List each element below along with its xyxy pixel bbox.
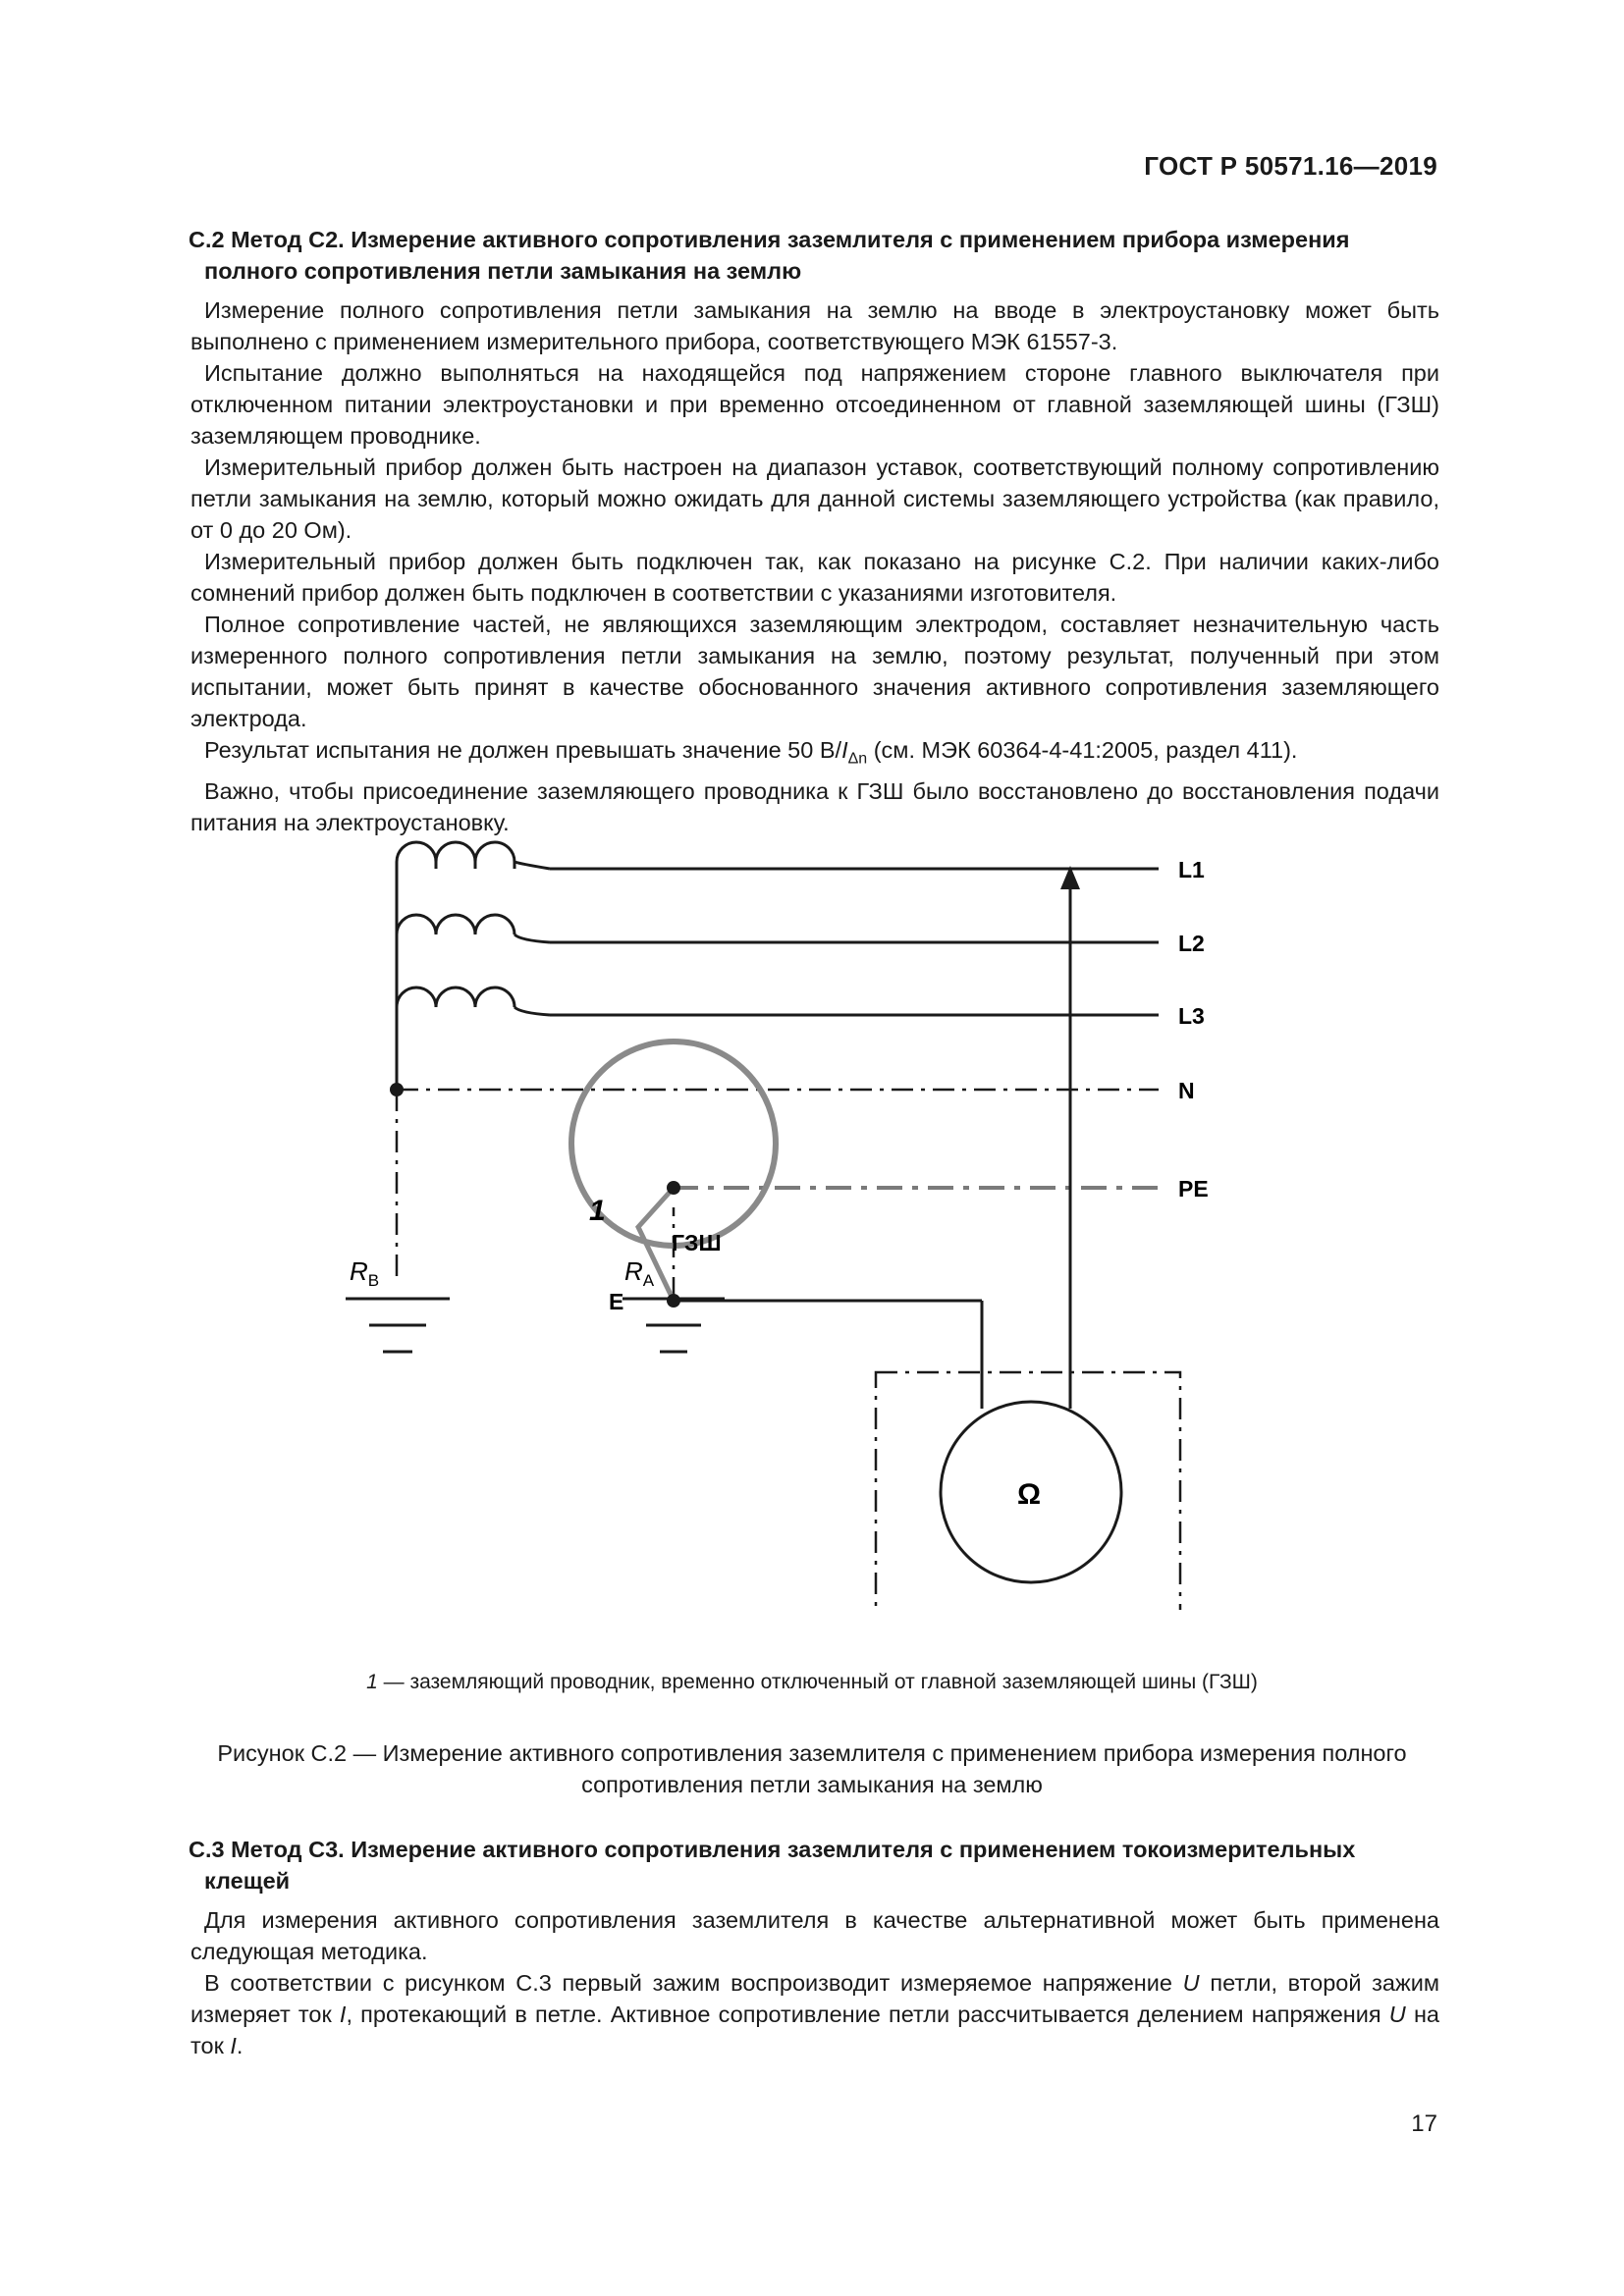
winding-l2 xyxy=(397,915,550,942)
figure-caption xyxy=(157,1737,1467,1800)
label-rb xyxy=(350,1256,379,1290)
label-gzsh: ГЗШ xyxy=(672,1230,722,1255)
text-run: (см. МЭК 60364-4-41:2005, раздел 411). xyxy=(867,737,1298,763)
winding-l3 xyxy=(397,988,550,1015)
label-rb-main: R xyxy=(350,1256,368,1286)
label-item-1: 1 xyxy=(589,1195,606,1227)
key-number: 1 xyxy=(366,1671,378,1693)
paragraph: Важно, чтобы присоединение заземляющего проводника к ГЗШ было восстановлено до восстановления подачи питания на электроустановку. xyxy=(190,777,1439,835)
figure-caption-line1: Рисунок С.2 — Измерение активного сопротивления заземлителя с применением прибора измерения полного xyxy=(217,1740,1407,1766)
section-c3-heading-line2: клещей xyxy=(204,1868,291,1894)
voltage-symbol: U xyxy=(1388,2002,1406,2027)
paragraph: Для измерения активного сопротивления заземлителя в качестве альтернативной может быть применена следующая методика. xyxy=(190,1907,1439,1964)
label-pe: PE xyxy=(1178,1176,1209,1201)
label-l3: L3 xyxy=(1178,1003,1205,1029)
paragraph: Испытание должно выполняться на находящейся под напряжением стороне главного выключателя при отключенном питании электроустановки и при временно отсоединенном от главной заземляющей шины (ГЗШ) заземляющем проводнике. xyxy=(190,360,1439,449)
label-l2: L2 xyxy=(1178,931,1205,956)
section-c2-heading-line1: С.2 Метод С2. Измерение активного сопротивления заземлителя с применением прибора измерения xyxy=(189,227,1350,252)
e-terminal-dot xyxy=(667,1294,680,1308)
paragraph-method xyxy=(190,1967,1439,2061)
current-symbol: I xyxy=(339,2002,347,2027)
voltage-symbol: U xyxy=(1182,1970,1200,1996)
current-symbol: I xyxy=(230,2033,237,2058)
text-run: , протекающий в петле. Активное сопротивление петли рассчитывается делением напряжения xyxy=(346,2002,1389,2027)
text-run: . xyxy=(236,2033,244,2058)
section-c3 xyxy=(177,1834,1439,2061)
section-c2-heading-line2: полного сопротивления петли замыкания на землю xyxy=(204,258,802,284)
text-run: В соответствии с рисунком С.3 первый зажим воспроизводит измеряемое напряжение xyxy=(204,1970,1183,1996)
label-n: N xyxy=(1178,1078,1195,1103)
current-subscript: Δn xyxy=(847,750,868,768)
label-l1: L1 xyxy=(1178,857,1205,882)
pe-terminal-dot xyxy=(667,1181,680,1195)
paragraph: Измерение полного сопротивления петли замыкания на землю на вводе в электроустановку может быть выполнено с применением измерительного прибора, соответствующего МЭК 61557-3. xyxy=(190,297,1439,354)
paragraph: Измерительный прибор должен быть подключен так, как показано на рисунке С.2. При наличии каких-либо сомнений прибор должен быть подключен в соответствии с указаниями изготовителя. xyxy=(190,549,1439,606)
label-omega: Ω xyxy=(1017,1478,1042,1511)
section-c2-heading xyxy=(177,224,1439,287)
text-run: петли, второй зажим измеряет ток xyxy=(190,1970,1439,2027)
section-c3-heading-line1: С.3 Метод С3. Измерение активного сопротивления заземлителя с применением токоизмерительных xyxy=(189,1837,1356,1862)
paragraph: Измерительный прибор должен быть настроен на диапазон уставок, соответствующий полному сопротивлению петли замыкания на землю, который можно ожидать для данной системы заземляющего устройства (как правило, от 0 до 20 Ом). xyxy=(190,454,1439,543)
label-e: E xyxy=(609,1289,624,1314)
section-c3-heading xyxy=(177,1834,1439,1896)
figure-caption-line2: сопротивления петли замыкания на землю xyxy=(581,1772,1043,1797)
page-number: 17 xyxy=(1411,2110,1437,2137)
winding-l1 xyxy=(397,842,550,869)
standard-number: ГОСТ Р 50571.16—2019 xyxy=(1144,151,1437,181)
key-text: — заземляющий проводник, временно отключенный от главной заземляющей шины (ГЗШ) xyxy=(377,1671,1258,1693)
section-c2 xyxy=(177,224,1439,838)
neutral-node-dot xyxy=(390,1083,404,1096)
label-ra-main: R xyxy=(624,1256,643,1286)
paragraph-limit xyxy=(190,734,1439,775)
label-ra xyxy=(624,1256,655,1290)
circuit-diagram xyxy=(0,825,1624,1610)
text-run: на ток xyxy=(190,2002,1440,2058)
paragraph: Полное сопротивление частей, не являющихся заземляющим электродом, составляет незначительную часть измеренного полного сопротивления петли замыкания на землю, поэтому результат, полученный при этом испытании, может быть принят в качестве обоснованного значения активного сопротивления заземляющего электрода. xyxy=(190,612,1439,731)
label-rb-sub: B xyxy=(367,1271,380,1290)
current-symbol: I xyxy=(841,737,848,763)
figure-key-note xyxy=(0,1671,1624,1694)
label-ra-sub: A xyxy=(642,1271,655,1290)
text-run: Результат испытания не должен превышать значение 50 В/ xyxy=(204,737,842,763)
